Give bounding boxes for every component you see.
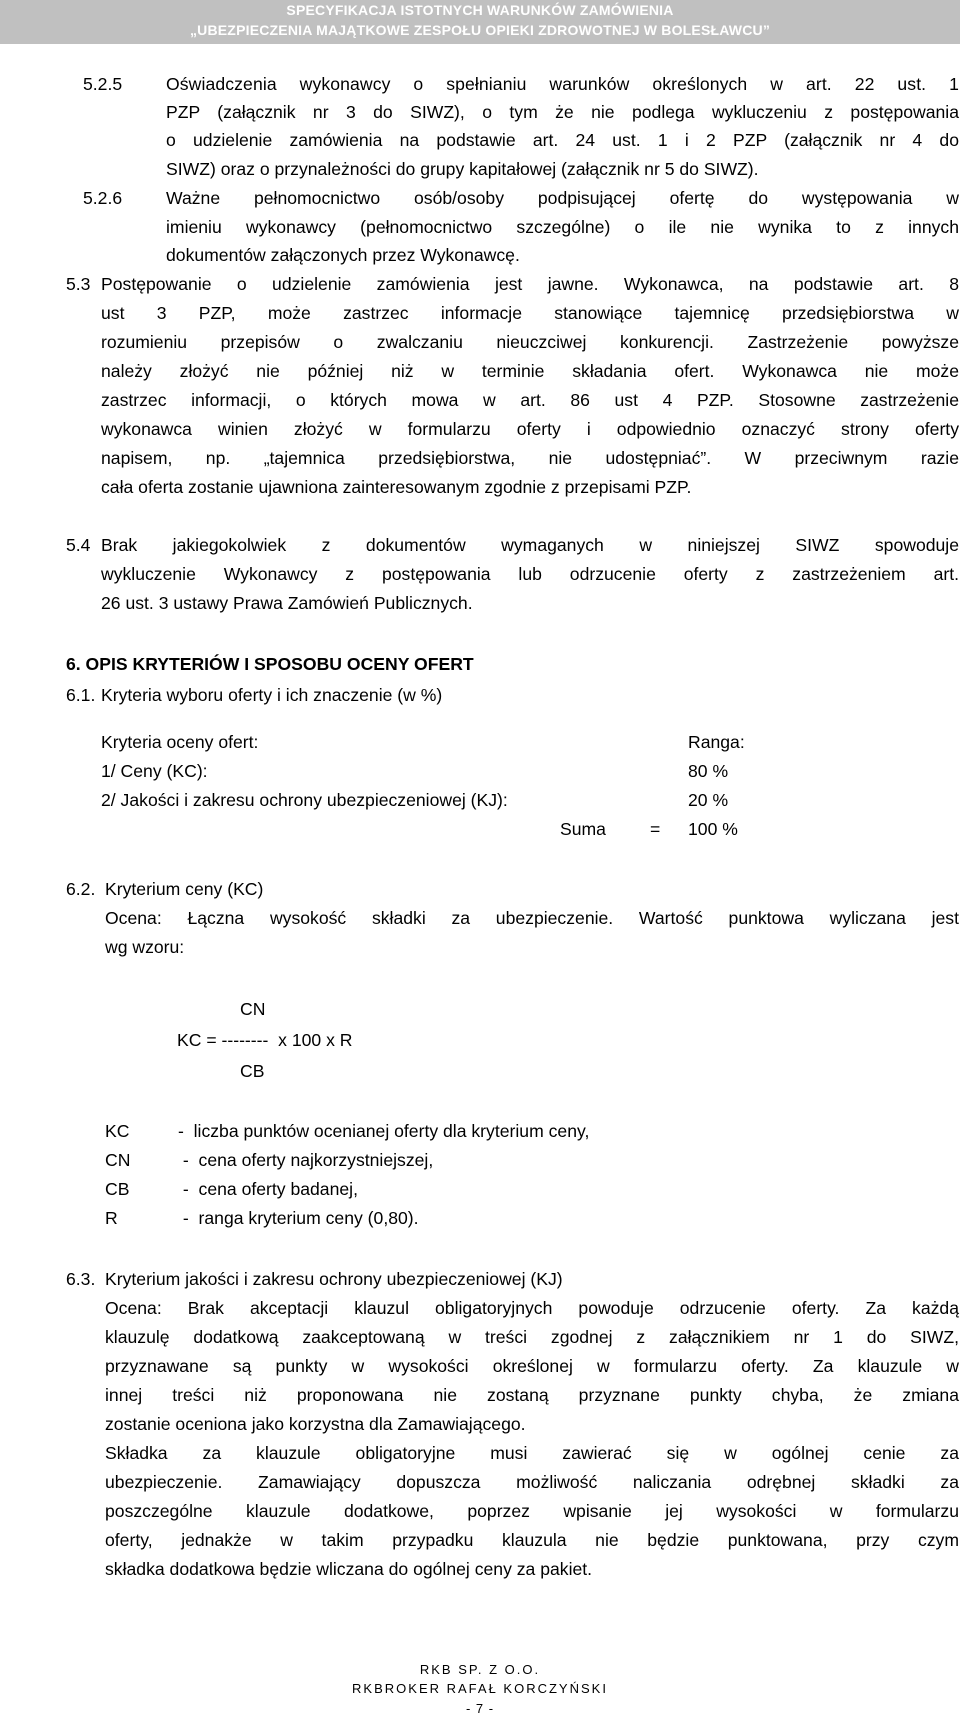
paragraph-line: imieniu wykonawcy (pełnomocnictwo szczególne) o ile nie wynika to z innych <box>166 217 959 237</box>
paragraph-line: przyznawane są punkty w wysokości określonej w formularzu oferty. Za klauzule w <box>105 1356 959 1376</box>
section-number: 5.3 <box>66 274 91 294</box>
paragraph-line: Postępowanie o udzielenie zamówienia jest jawne. Wykonawca, na podstawie art. 8 <box>101 274 959 294</box>
paragraph-line: należy złożyć nie później niż w terminie składania ofert. Wykonawca nie może <box>101 361 959 381</box>
page-number: - 7 - <box>465 1701 495 1716</box>
footer-broker: RKBROKER RAFAŁ KORCZYŃSKI <box>352 1681 608 1696</box>
legend-symbol: R <box>105 1208 118 1228</box>
legend-symbol: KC <box>105 1121 130 1141</box>
paragraph-line: dokumentów załączonych przez Wykonawcę. <box>166 245 520 265</box>
paragraph-line: wykluczenie Wykonawcy z postępowania lub odrzucenie oferty z zastrzeżeniem art. <box>101 564 959 584</box>
paragraph-line: o udzielenie zamówienia na podstawie art. 24 ust. 1 i 2 PZP (załącznik nr 4 do <box>166 130 959 150</box>
section-number: 5.2.6 <box>83 188 123 208</box>
section-heading-6: 6. OPIS KRYTERIÓW I SPOSOBU OCENY OFERT <box>66 654 474 674</box>
formula-numerator: CN <box>240 999 266 1019</box>
formula-expression: KC = -------- x 100 x R <box>177 1030 353 1050</box>
criteria-row-value: 80 % <box>688 761 729 781</box>
paragraph-line: napisem, np. „tajemnica przedsiębiorstwa, nie udostępniać”. W przeciwnym razie <box>101 448 959 468</box>
footer-company: RKB SP. Z O.O. <box>419 1662 541 1677</box>
paragraph-line: Ocena: Łączna wysokość składki za ubezpieczenie. Wartość punktowa wyliczana jest <box>105 908 959 928</box>
paragraph-line: ubezpieczenie. Zamawiający dopuszcza możliwość naliczania odrębnej składki za <box>105 1472 959 1492</box>
paragraph-line: Ważne pełnomocnictwo osób/osoby podpisującej ofertę do występowania w <box>166 188 959 208</box>
paragraph-line: Oświadczenia wykonawcy o spełnianiu warunków określonych w art. 22 ust. 1 <box>166 74 959 94</box>
paragraph-line: cała oferta zostanie ujawniona zainteresowanym zgodnie z przepisami PZP. <box>101 477 692 497</box>
criteria-sum-label: Suma <box>560 819 606 839</box>
legend-description: - liczba punktów ocenianej oferty dla kryterium ceny, <box>178 1121 590 1141</box>
paragraph-line: 26 ust. 3 ustawy Prawa Zamówień Publicznych. <box>101 593 473 613</box>
section-title: Kryteria wyboru oferty i ich znaczenie (w %) <box>101 685 443 705</box>
section-number: 6.1. <box>66 685 96 705</box>
paragraph-line: składka dodatkowa będzie wliczana do ogólnej ceny za pakiet. <box>105 1559 593 1579</box>
section-number: 6.3. <box>66 1269 96 1289</box>
paragraph-line: Ocena: Brak akceptacji klauzul obligatoryjnych powoduje odrzucenie oferty. Za każdą <box>105 1298 959 1318</box>
legend-symbol: CB <box>105 1179 130 1199</box>
criteria-row-label: 1/ Ceny (KC): <box>101 761 208 781</box>
criteria-header-label: Kryteria oceny ofert: <box>101 732 259 752</box>
paragraph-line: zostanie oceniona jako korzystna dla Zamawiającego. <box>105 1414 526 1434</box>
criteria-row-value: 20 % <box>688 790 729 810</box>
paragraph-line: Składka za klauzule obligatoryjne musi zawierać się w ogólnej cenie za <box>105 1443 959 1463</box>
criteria-row-label: 2/ Jakości i zakresu ochrony ubezpieczeniowej (KJ): <box>101 790 508 810</box>
legend-description: - cena oferty badanej, <box>178 1179 358 1199</box>
paragraph-line: SIWZ) oraz o przynależności do grupy kapitałowej (załącznik nr 5 do SIWZ). <box>166 159 759 179</box>
paragraph-line: PZP (załącznik nr 3 do SIWZ), o tym że nie podlega wykluczeniu z postępowania <box>166 102 959 122</box>
section-title: Kryterium ceny (KC) <box>105 879 264 899</box>
paragraph-line: poszczególne klauzule dodatkowe, poprzez wpisanie jej wysokości w formularzu <box>105 1501 959 1521</box>
page-header <box>0 0 960 44</box>
legend-description: - ranga kryterium ceny (0,80). <box>178 1208 419 1228</box>
paragraph-line: klauzulę dodatkową zaakceptowaną w treści zgodnej z załącznikiem nr 1 do SIWZ, <box>105 1327 959 1347</box>
header-title: SPECYFIKACJA ISTOTNYCH WARUNKÓW ZAMÓWIENIA <box>286 2 674 18</box>
section-number: 5.4 <box>66 535 91 555</box>
paragraph-line: wg wzoru: <box>105 937 185 957</box>
criteria-sum-value: 100 % <box>688 819 738 839</box>
legend-description: - cena oferty najkorzystniejszej, <box>178 1150 434 1170</box>
section-number: 6.2. <box>66 879 96 899</box>
criteria-header-weight: Ranga: <box>688 732 745 752</box>
section-title: Kryterium jakości i zakresu ochrony ubezpieczeniowej (KJ) <box>105 1269 563 1289</box>
paragraph-line: ust 3 PZP, może zastrzec informacje stanowiące tajemnicę przedsiębiorstwa w <box>101 303 959 323</box>
paragraph-line: oferty, jednakże w takim przypadku klauzula nie będzie punktowana, przy czym <box>105 1530 959 1550</box>
criteria-sum-equals: = <box>650 819 661 839</box>
legend-symbol: CN <box>105 1150 131 1170</box>
formula-denominator: CB <box>240 1061 265 1081</box>
header-subtitle: „UBEZPIECZENIA MAJĄTKOWE ZESPOŁU OPIEKI ZDROWOTNEJ W BOLESŁAWCU” <box>189 22 771 38</box>
paragraph-line: wykonawca winien złożyć w formularzu oferty i odpowiednio oznaczyć strony oferty <box>101 419 959 439</box>
paragraph-line: Brak jakiegokolwiek z dokumentów wymaganych w niniejszej SIWZ spowoduje <box>101 535 959 555</box>
section-number: 5.2.5 <box>83 74 123 94</box>
paragraph-line: innej treści niż proponowana nie zostaną przyznane punkty chyba, że zmiana <box>105 1385 959 1405</box>
paragraph-line: zastrzec informacji, o których mowa w art. 86 ust 4 PZP. Stosowne zastrzeżenie <box>101 390 959 410</box>
paragraph-line: rozumieniu przepisów o zwalczaniu nieuczciwej konkurencji. Zastrzeżenie powyższe <box>101 332 959 352</box>
